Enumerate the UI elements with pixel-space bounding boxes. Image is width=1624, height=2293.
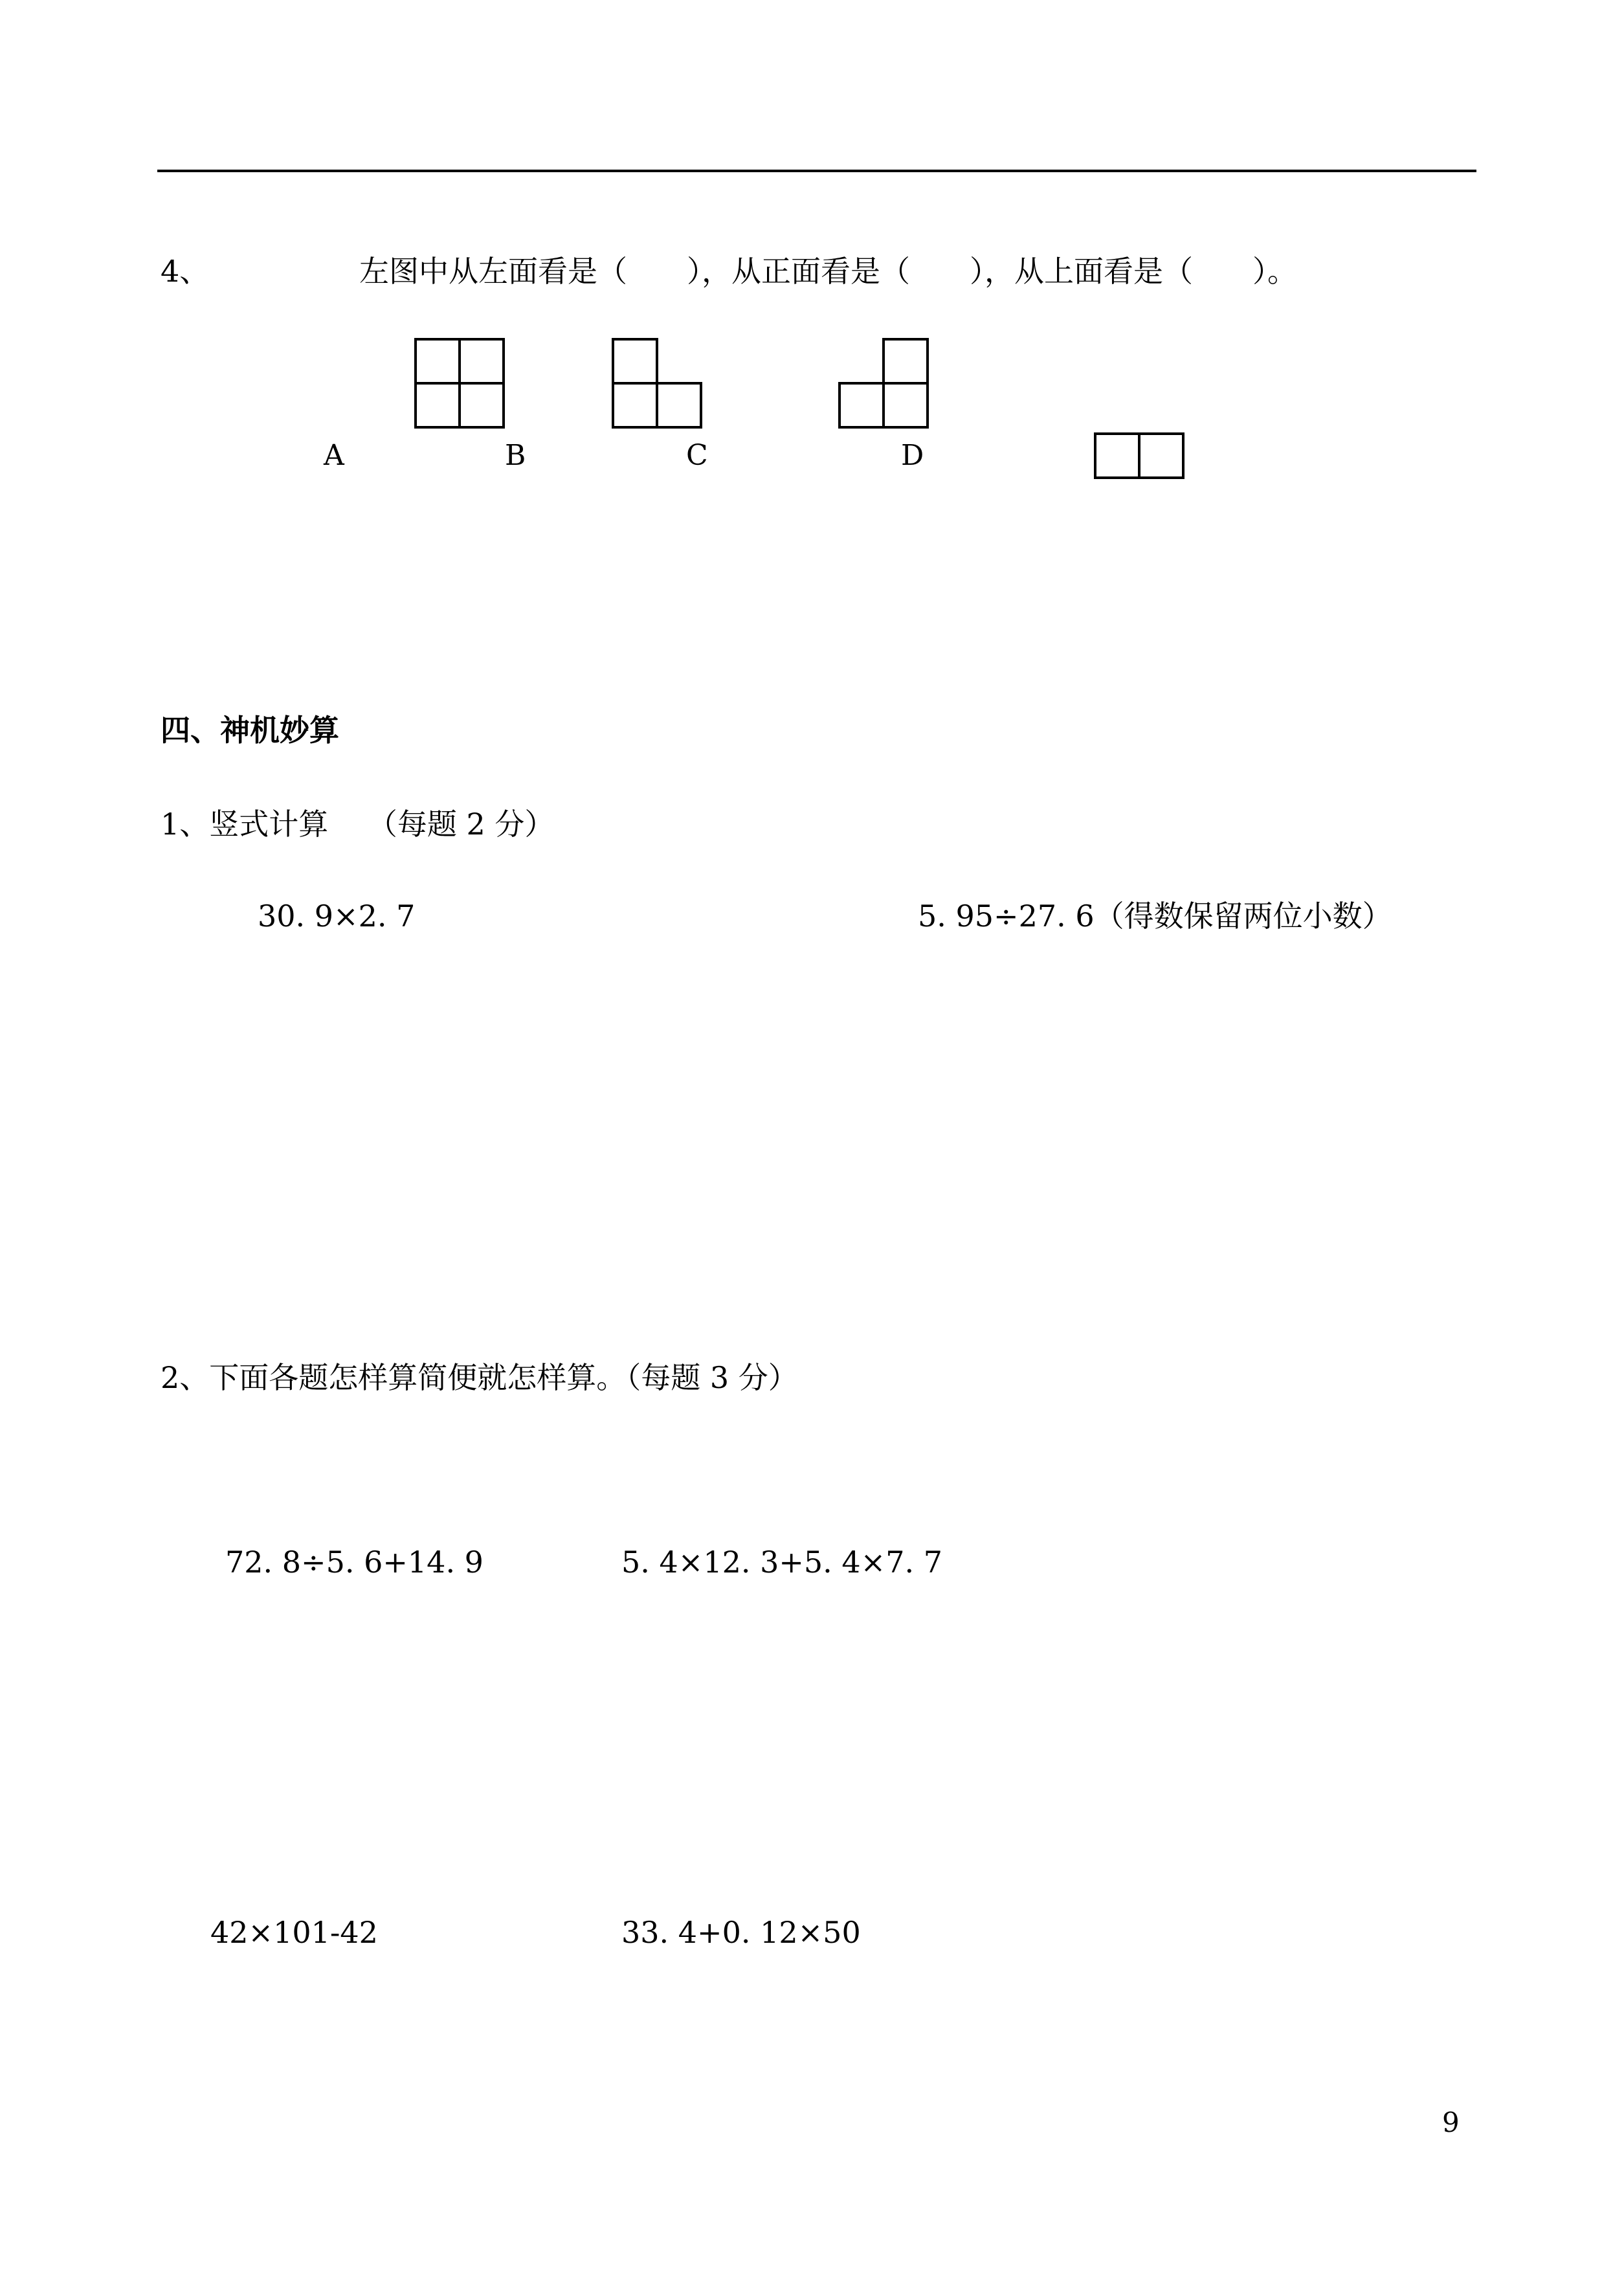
- figure-cell: [1094, 432, 1140, 479]
- question-number: 4、: [161, 254, 210, 289]
- figure-2x2-square: [414, 338, 507, 431]
- part1-problem-1: 30. 9×2. 7: [258, 899, 416, 934]
- part2-heading: 2、下面各题怎样算简便就怎样算。（每题 3 分）: [161, 1360, 798, 1395]
- figure-cell: [882, 338, 929, 385]
- figure-cell: [612, 338, 658, 385]
- figure-cell: [458, 338, 505, 385]
- part2-problem-1: 72. 8÷5. 6+14. 9: [225, 1545, 484, 1580]
- figure-cell: [414, 338, 461, 385]
- page-number: 9: [1442, 2107, 1460, 2138]
- option-a-label: A: [324, 439, 344, 472]
- option-c-label: C: [686, 439, 708, 472]
- figure-1x2-row: [1094, 432, 1187, 479]
- section-title: 四、神机妙算: [161, 713, 339, 748]
- part1-heading: 1、竖式计算 （每题 2 分）: [161, 807, 555, 842]
- figure-cell: [414, 382, 461, 429]
- part2-problem-3: 42×101-42: [210, 1915, 378, 1950]
- figure-l-shape-left: [612, 338, 705, 431]
- figure-cell: [1138, 432, 1185, 479]
- figure-cell: [656, 382, 702, 429]
- figure-cell: [838, 382, 885, 429]
- figure-cell: [882, 382, 929, 429]
- question-text: 左图中从左面看是（ ），从正面看是（ ），从上面看是（ ）。: [359, 254, 1297, 289]
- figure-cell: [458, 382, 505, 429]
- figure-cell: [612, 382, 658, 429]
- figure-l-shape-right: [838, 338, 931, 431]
- header-rule: [157, 170, 1476, 172]
- option-b-label: B: [505, 439, 526, 472]
- part1-problem-2: 5. 95÷27. 6（得数保留两位小数）: [918, 899, 1392, 934]
- option-d-label: D: [901, 439, 924, 472]
- part2-problem-2: 5. 4×12. 3+5. 4×7. 7: [621, 1545, 943, 1580]
- part2-problem-4: 33. 4+0. 12×50: [621, 1915, 861, 1950]
